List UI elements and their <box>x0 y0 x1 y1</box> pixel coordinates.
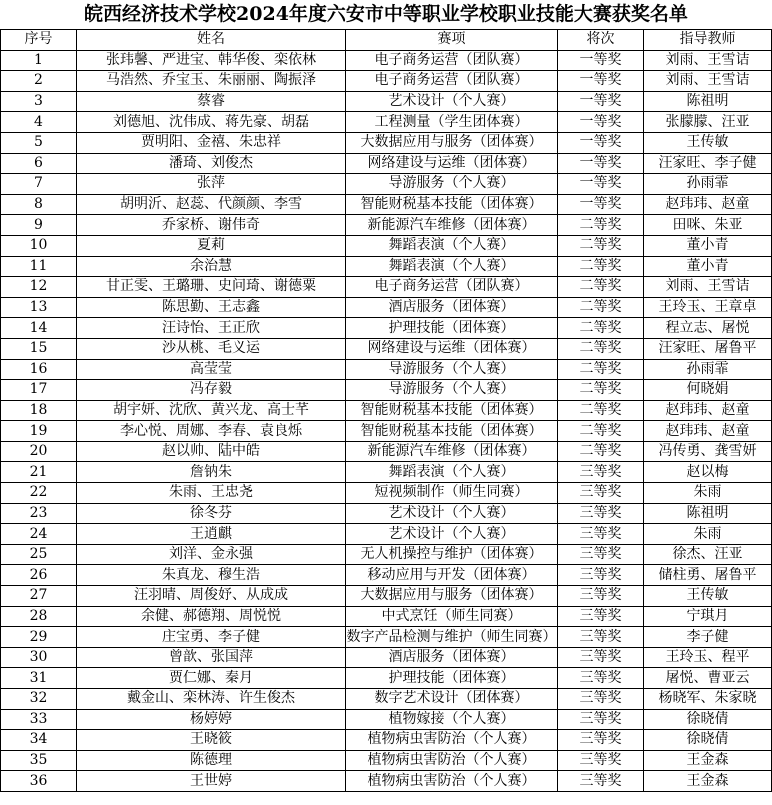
cell-award: 一等奖 <box>558 153 644 174</box>
table-row <box>1 256 772 277</box>
cell-name: 朱真龙、穆生浩 <box>77 565 346 586</box>
cell-teacher: 徐晓倩 <box>644 709 772 730</box>
cell-index: 29 <box>1 627 77 648</box>
cell-name: 贾明阳、金禧、朱忠祥 <box>77 132 346 153</box>
cell-event: 新能源汽车维修（团体赛） <box>346 215 558 236</box>
cell-award: 三等奖 <box>558 689 644 710</box>
cell-index: 9 <box>1 215 77 236</box>
cell-name: 王晓筱 <box>77 730 346 751</box>
header-award: 将次 <box>558 30 644 51</box>
cell-name: 戴金山、栾林涛、许生俊杰 <box>77 689 346 710</box>
cell-teacher: 何晓娟 <box>644 380 772 401</box>
cell-event: 舞蹈表演（个人赛） <box>346 256 558 277</box>
cell-award: 二等奖 <box>558 380 644 401</box>
cell-index: 25 <box>1 544 77 565</box>
cell-index: 32 <box>1 689 77 710</box>
table-row <box>1 647 772 668</box>
cell-teacher: 王传敏 <box>644 132 772 153</box>
cell-teacher: 李子健 <box>644 627 772 648</box>
header-teacher: 指导教师 <box>644 30 772 51</box>
cell-index: 4 <box>1 112 77 133</box>
table-row <box>1 771 772 792</box>
table-row <box>1 112 772 133</box>
table-row <box>1 71 772 92</box>
cell-event: 植物病虫害防治（个人赛） <box>346 730 558 751</box>
table-row <box>1 194 772 215</box>
cell-index: 23 <box>1 503 77 524</box>
cell-index: 16 <box>1 359 77 380</box>
cell-teacher: 孙雨霏 <box>644 174 772 195</box>
cell-event: 网络建设与运维（团体赛） <box>346 153 558 174</box>
cell-index: 19 <box>1 421 77 442</box>
cell-index: 24 <box>1 524 77 545</box>
cell-index: 14 <box>1 318 77 339</box>
cell-teacher: 刘雨、王雪诘 <box>644 277 772 298</box>
table-row <box>1 400 772 421</box>
cell-name: 甘正雯、王璐珊、史问琦、谢德粟 <box>77 277 346 298</box>
table-row <box>1 91 772 112</box>
cell-event: 智能财税基本技能（团体赛） <box>346 421 558 442</box>
cell-event: 智能财税基本技能（团体赛） <box>346 194 558 215</box>
cell-teacher: 王玲玉、程平 <box>644 647 772 668</box>
cell-award: 三等奖 <box>558 544 644 565</box>
cell-event: 艺术设计（个人赛） <box>346 91 558 112</box>
cell-name: 余健、郝德翔、周悦悦 <box>77 606 346 627</box>
cell-award: 三等奖 <box>558 586 644 607</box>
cell-index: 5 <box>1 132 77 153</box>
cell-award: 二等奖 <box>558 421 644 442</box>
cell-event: 数字艺术设计（团体赛） <box>346 689 558 710</box>
cell-index: 6 <box>1 153 77 174</box>
cell-event: 大数据应用与服务（团体赛） <box>346 586 558 607</box>
cell-award: 三等奖 <box>558 606 644 627</box>
cell-index: 18 <box>1 400 77 421</box>
cell-award: 三等奖 <box>558 483 644 504</box>
cell-event: 艺术设计（个人赛） <box>346 524 558 545</box>
table-row <box>1 441 772 462</box>
table-row <box>1 709 772 730</box>
cell-name: 胡宇妍、沈欣、黄兴龙、高士芊 <box>77 400 346 421</box>
table-row <box>1 421 772 442</box>
cell-event: 植物嫁接（个人赛） <box>346 709 558 730</box>
cell-event: 无人机操控与维护（团体赛） <box>346 544 558 565</box>
cell-teacher: 冯传勇、龚雪妍 <box>644 441 772 462</box>
cell-award: 二等奖 <box>558 277 644 298</box>
cell-teacher: 陈祖明 <box>644 91 772 112</box>
cell-event: 电子商务运营（团队赛） <box>346 71 558 92</box>
cell-index: 1 <box>1 50 77 71</box>
cell-index: 20 <box>1 441 77 462</box>
table-row <box>1 338 772 359</box>
cell-name: 王世婷 <box>77 771 346 792</box>
cell-index: 17 <box>1 380 77 401</box>
cell-event: 酒店服务（团体赛） <box>346 297 558 318</box>
cell-teacher: 董小青 <box>644 256 772 277</box>
cell-award: 三等奖 <box>558 668 644 689</box>
table-row <box>1 524 772 545</box>
cell-index: 28 <box>1 606 77 627</box>
cell-index: 33 <box>1 709 77 730</box>
cell-name: 贾仁娜、秦月 <box>77 668 346 689</box>
cell-name: 潘琦、刘俊杰 <box>77 153 346 174</box>
cell-index: 2 <box>1 71 77 92</box>
cell-name: 乔家桥、谢伟奇 <box>77 215 346 236</box>
table-row <box>1 277 772 298</box>
table-row <box>1 132 772 153</box>
table-row <box>1 730 772 751</box>
table-row <box>1 359 772 380</box>
cell-index: 21 <box>1 462 77 483</box>
cell-teacher: 朱雨 <box>644 524 772 545</box>
table-row <box>1 50 772 71</box>
cell-teacher: 朱雨 <box>644 483 772 504</box>
cell-name: 刘德旭、沈伟成、蒋先豪、胡磊 <box>77 112 346 133</box>
cell-teacher: 徐晓倩 <box>644 730 772 751</box>
cell-name: 汪诗怡、王正欣 <box>77 318 346 339</box>
cell-index: 3 <box>1 91 77 112</box>
cell-award: 三等奖 <box>558 771 644 792</box>
cell-name: 陈德理 <box>77 750 346 771</box>
cell-event: 短视频制作（师生同赛） <box>346 483 558 504</box>
cell-index: 10 <box>1 235 77 256</box>
cell-event: 护理技能（团体赛） <box>346 318 558 339</box>
cell-award: 二等奖 <box>558 400 644 421</box>
cell-event: 护理技能（团体赛） <box>346 668 558 689</box>
header-index: 序号 <box>1 30 77 51</box>
cell-teacher: 徐杰、汪亚 <box>644 544 772 565</box>
cell-name: 马浩然、乔宝玉、朱丽丽、陶振泽 <box>77 71 346 92</box>
cell-name: 詹钠朱 <box>77 462 346 483</box>
cell-award: 一等奖 <box>558 174 644 195</box>
table-row <box>1 380 772 401</box>
cell-name: 杨婷婷 <box>77 709 346 730</box>
cell-teacher: 赵玮玮、赵童 <box>644 194 772 215</box>
cell-event: 植物病虫害防治（个人赛） <box>346 750 558 771</box>
cell-teacher: 田咪、朱亚 <box>644 215 772 236</box>
cell-name: 曾歆、张国萍 <box>77 647 346 668</box>
cell-index: 34 <box>1 730 77 751</box>
cell-index: 30 <box>1 647 77 668</box>
cell-name: 高莹莹 <box>77 359 346 380</box>
cell-name: 冯存毅 <box>77 380 346 401</box>
cell-index: 15 <box>1 338 77 359</box>
cell-teacher: 屠悦、曹亚云 <box>644 668 772 689</box>
cell-teacher: 王传敏 <box>644 586 772 607</box>
cell-name: 刘洋、金永强 <box>77 544 346 565</box>
cell-name: 夏莉 <box>77 235 346 256</box>
table-row <box>1 750 772 771</box>
cell-teacher: 赵玮玮、赵童 <box>644 421 772 442</box>
cell-teacher: 宁琪月 <box>644 606 772 627</box>
cell-event: 导游服务（个人赛） <box>346 359 558 380</box>
cell-teacher: 王金森 <box>644 750 772 771</box>
cell-event: 数字产品检测与维护（师生同赛） <box>346 627 558 648</box>
cell-name: 朱雨、王忠尧 <box>77 483 346 504</box>
table-row <box>1 235 772 256</box>
table-row <box>1 689 772 710</box>
cell-award: 三等奖 <box>558 647 644 668</box>
cell-name: 庄宝勇、李子健 <box>77 627 346 648</box>
cell-event: 新能源汽车维修（团体赛） <box>346 441 558 462</box>
cell-teacher: 汪家旺、李子健 <box>644 153 772 174</box>
cell-award: 三等奖 <box>558 524 644 545</box>
page-title: 皖西经济技术学校2024年度六安市中等职业学校职业技能大赛获奖名单 <box>84 3 688 25</box>
cell-event: 电子商务运营（团队赛） <box>346 277 558 298</box>
cell-name: 蔡睿 <box>77 91 346 112</box>
table-row <box>1 483 772 504</box>
table-row <box>1 668 772 689</box>
cell-award: 三等奖 <box>558 709 644 730</box>
cell-event: 舞蹈表演（个人赛） <box>346 235 558 256</box>
cell-award: 二等奖 <box>558 338 644 359</box>
cell-teacher: 刘雨、王雪诘 <box>644 71 772 92</box>
table-row <box>1 174 772 195</box>
cell-index: 36 <box>1 771 77 792</box>
cell-name: 王逍麒 <box>77 524 346 545</box>
cell-award: 二等奖 <box>558 256 644 277</box>
cell-event: 导游服务（个人赛） <box>346 380 558 401</box>
cell-award: 二等奖 <box>558 215 644 236</box>
cell-event: 网络建设与运维（团体赛） <box>346 338 558 359</box>
cell-award: 二等奖 <box>558 441 644 462</box>
cell-index: 27 <box>1 586 77 607</box>
cell-event: 导游服务（个人赛） <box>346 174 558 195</box>
cell-index: 8 <box>1 194 77 215</box>
cell-name: 张萍 <box>77 174 346 195</box>
table-row <box>1 565 772 586</box>
cell-award: 三等奖 <box>558 730 644 751</box>
cell-event: 大数据应用与服务（团体赛） <box>346 132 558 153</box>
cell-index: 12 <box>1 277 77 298</box>
cell-index: 31 <box>1 668 77 689</box>
cell-index: 7 <box>1 174 77 195</box>
table-header-row <box>1 30 772 51</box>
cell-name: 胡明沂、赵蕊、代颜颜、李雪 <box>77 194 346 215</box>
cell-index: 13 <box>1 297 77 318</box>
table-row <box>1 462 772 483</box>
cell-award: 二等奖 <box>558 235 644 256</box>
cell-index: 22 <box>1 483 77 504</box>
table-row <box>1 544 772 565</box>
cell-name: 赵以帅、陆中皓 <box>77 441 346 462</box>
table-row <box>1 215 772 236</box>
cell-award: 二等奖 <box>558 318 644 339</box>
cell-award: 一等奖 <box>558 71 644 92</box>
table-row <box>1 586 772 607</box>
cell-teacher: 陈祖明 <box>644 503 772 524</box>
cell-award: 一等奖 <box>558 194 644 215</box>
table-row <box>1 503 772 524</box>
cell-name: 余治慧 <box>77 256 346 277</box>
cell-event: 电子商务运营（团队赛） <box>346 50 558 71</box>
cell-index: 26 <box>1 565 77 586</box>
cell-event: 艺术设计（个人赛） <box>346 503 558 524</box>
cell-teacher: 杨晓军、朱家晓 <box>644 689 772 710</box>
cell-teacher: 赵以梅 <box>644 462 772 483</box>
cell-name: 沙从桃、毛义运 <box>77 338 346 359</box>
cell-event: 植物病虫害防治（个人赛） <box>346 771 558 792</box>
cell-teacher: 王金森 <box>644 771 772 792</box>
cell-name: 汪羽晴、周俊妤、从成成 <box>77 586 346 607</box>
cell-event: 工程测量（学生团体赛） <box>346 112 558 133</box>
cell-teacher: 张朦朦、汪亚 <box>644 112 772 133</box>
table-row <box>1 297 772 318</box>
cell-teacher: 王玲玉、王章卓 <box>644 297 772 318</box>
cell-teacher: 程立志、屠悦 <box>644 318 772 339</box>
cell-award: 三等奖 <box>558 750 644 771</box>
cell-teacher: 储柱勇、屠鲁平 <box>644 565 772 586</box>
cell-award: 三等奖 <box>558 627 644 648</box>
table-row <box>1 606 772 627</box>
cell-teacher: 赵玮玮、赵童 <box>644 400 772 421</box>
cell-award: 三等奖 <box>558 565 644 586</box>
cell-teacher: 汪家旺、屠鲁平 <box>644 338 772 359</box>
cell-index: 11 <box>1 256 77 277</box>
cell-award: 一等奖 <box>558 91 644 112</box>
cell-event: 酒店服务（团体赛） <box>346 647 558 668</box>
cell-award: 二等奖 <box>558 359 644 380</box>
cell-event: 智能财税基本技能（团体赛） <box>346 400 558 421</box>
header-event: 赛项 <box>346 30 558 51</box>
cell-award: 三等奖 <box>558 503 644 524</box>
cell-event: 舞蹈表演（个人赛） <box>346 462 558 483</box>
cell-event: 移动应用与开发（团体赛） <box>346 565 558 586</box>
cell-name: 徐冬芬 <box>77 503 346 524</box>
cell-teacher: 刘雨、王雪诘 <box>644 50 772 71</box>
cell-award: 二等奖 <box>558 297 644 318</box>
cell-name: 陈思勤、王志鑫 <box>77 297 346 318</box>
cell-award: 一等奖 <box>558 112 644 133</box>
cell-index: 35 <box>1 750 77 771</box>
table-row <box>1 627 772 648</box>
award-table <box>0 29 772 792</box>
table-row <box>1 153 772 174</box>
cell-award: 一等奖 <box>558 50 644 71</box>
cell-award: 三等奖 <box>558 462 644 483</box>
cell-award: 一等奖 <box>558 132 644 153</box>
cell-name: 李心悦、周娜、李春、袁良烁 <box>77 421 346 442</box>
header-name: 姓名 <box>77 30 346 51</box>
cell-event: 中式烹饪（师生同赛） <box>346 606 558 627</box>
cell-teacher: 孙雨霏 <box>644 359 772 380</box>
cell-name: 张玮馨、严进宝、韩华俊、栾依林 <box>77 50 346 71</box>
cell-teacher: 董小青 <box>644 235 772 256</box>
table-row <box>1 318 772 339</box>
